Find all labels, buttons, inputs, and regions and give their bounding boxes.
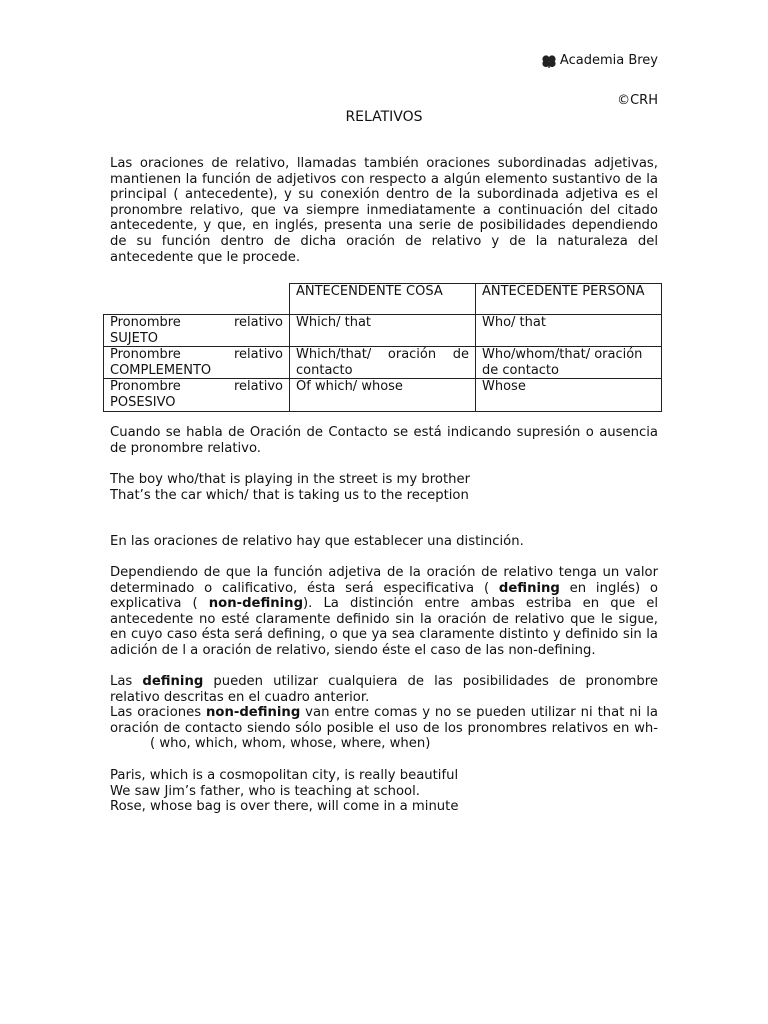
table-header-cell: ANTECENDENTE COSA xyxy=(290,284,476,315)
text-run: Dependiendo de que la función adjetiva de la oración de relativo tenga un valor determinado o calificativo, ésta será especificativa ( xyxy=(110,565,658,596)
example-sentence: That’s the car which/ that is taking us to the reception xyxy=(110,488,469,503)
table-cell: Who/ that xyxy=(476,315,662,347)
table-header-cell: ANTECEDENTE PERSONA xyxy=(476,284,662,315)
example-sentence: The boy who/that is playing in the street is my brother xyxy=(110,472,471,487)
bold-term: defining xyxy=(498,580,560,596)
text-run: ( who, which, whom, whose, where, when) xyxy=(150,736,431,752)
table-row xyxy=(104,379,662,411)
text-run: Las xyxy=(110,674,143,689)
bold-term: defining xyxy=(142,674,204,689)
bold-term: non-defining xyxy=(206,705,301,720)
intro-paragraph: Las oraciones de relativo, llamadas también oraciones subordinadas adjetivas, mantienen la función de adjetivos con respecto a algún elemento sustantivo de la principal ( antecedente), y su conexión dentro de la subordinada adjetiva es el pronombre relativo, que va siempre inmediatamente a continuación del citado antecedente, y que, en inglés, presenta una serie de posibilidades dependiendo de su función dentro de dicha oración de relativo y de la naturaleza del antecedente que le procede. xyxy=(110,156,658,265)
bold-term: non-defining xyxy=(208,596,304,612)
text-run: ). La distinción entre ambas estriba en que el antecedente no esté claramente definido sin la oración de relativo que le sigue, en cuyo caso ésta será defining, o que ya sea claramente distinto y definido sin la adición de l a oración de relativo, siendo éste el caso de las non-defining. xyxy=(110,596,658,658)
example-sentence: We saw Jim’s father, who is teaching at school. xyxy=(110,784,420,799)
contact-note-paragraph: Cuando se habla de Oración de Contacto se está indicando supresión o ausencia de pronombre relativo. xyxy=(110,425,658,456)
nondefining-note-paragraph xyxy=(110,705,658,752)
table-cell: Whose xyxy=(476,379,662,411)
header-brand xyxy=(541,53,658,68)
defining-paragraph xyxy=(110,565,658,659)
copyright: ©CRH xyxy=(617,93,658,108)
table-row xyxy=(104,315,662,347)
table-cell: Which/that/ oración de contacto xyxy=(290,347,476,379)
text-run: Las oraciones xyxy=(110,705,207,720)
distinction-paragraph: En las oraciones de relativo hay que establecer una distinción. xyxy=(110,534,524,549)
example-sentence: Rose, whose bag is over there, will come in a minute xyxy=(110,799,459,814)
brand-name: Academia Brey xyxy=(559,53,658,68)
example-sentence: Paris, which is a cosmopolitan city, is really beautiful xyxy=(110,768,459,783)
text-run: en inglés) o explicativa ( xyxy=(110,580,658,612)
table-header-row xyxy=(104,284,662,315)
page-title: RELATIVOS xyxy=(345,109,423,125)
clover-logo-icon xyxy=(541,54,557,68)
table-cell: Of which/ whose xyxy=(290,379,476,411)
table-row-label: Pronombre relativo COMPLEMENTO xyxy=(104,347,290,379)
text-run: pueden utilizar cualquiera de las posibilidades de pronombre relativo descritas en el cuadro anterior. xyxy=(110,674,658,705)
table-row-label: Pronombre relativo SUJETO xyxy=(104,315,290,347)
table-corner-cell xyxy=(104,284,290,315)
table-cell: Which/ that xyxy=(290,315,476,347)
table-cell: Who/whom/that/ oración de contacto xyxy=(476,347,662,379)
table-row-label: Pronombre relativo POSESIVO xyxy=(104,379,290,411)
relative-pronouns-table xyxy=(103,283,662,412)
defining-note-paragraph xyxy=(110,674,658,705)
text-run: van entre comas y no se pueden utilizar ni that ni la oración de contacto siendo sólo posible el uso de los pronombres relativos en wh- xyxy=(110,705,658,736)
table-row xyxy=(104,347,662,379)
